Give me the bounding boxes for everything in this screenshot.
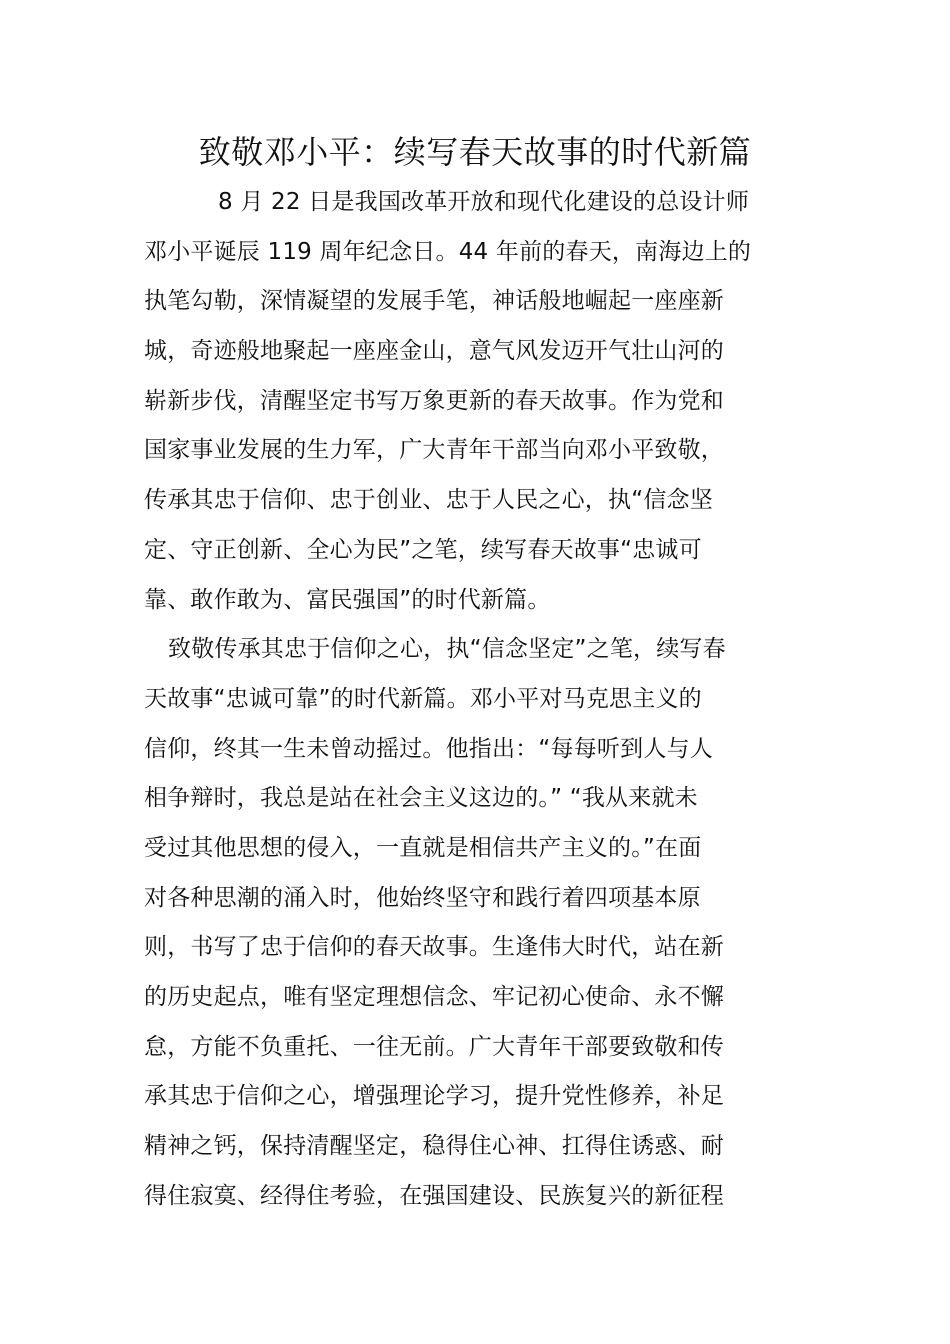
paragraph-line: 邓小平诞辰 119 周年纪念日。44 年前的春天，南海边上的 xyxy=(144,238,752,265)
paragraph-line: 精神之钙，保持清醒坚定，稳得住心神、扛得住诱惑、耐 xyxy=(144,1133,724,1160)
paragraph-line: 相争辩时，我总是站在社会主义这边的。” “我从来就未 xyxy=(144,785,698,812)
document-body xyxy=(144,178,810,1221)
paragraph-line: 致敬传承其忠于信仰之心，执“信念坚定”之笔，续写春 xyxy=(168,636,726,663)
paragraph-line: 的历史起点，唯有坚定理想信念、牢记初心使命、永不懈 xyxy=(144,984,724,1010)
paragraph-line: 受过其他思想的侵入，一直就是相信共产主义的。”在面 xyxy=(144,834,702,861)
paragraph-line: 定、守正创新、全心为民”之笔，续写春天故事“忠诚可 xyxy=(144,536,702,563)
paragraph-line: 8 月 22 日是我国改革开放和现代化建设的总设计师 xyxy=(218,189,750,215)
paragraph-line: 得住寂寞、经得住考验，在强国建设、民族复兴的新征程 xyxy=(144,1182,724,1209)
paragraph-line: 怠，方能不负重托、一往无前。广大青年干部要致敬和传 xyxy=(144,1033,724,1060)
paragraph-line: 城，奇迹般地聚起一座座金山，意气风发迈开气壮山河的 xyxy=(144,338,724,365)
paragraph-line: 信仰，终其一生未曾动摇过。他指出：“每每听到人与人 xyxy=(144,735,713,762)
paragraph-line: 承其忠于信仰之心，增强理论学习，提升党性修养，补足 xyxy=(144,1083,724,1110)
paragraph-line: 对各种思潮的涌入时，他始终坚守和践行着四项基本原 xyxy=(144,884,701,911)
paragraph-line: 天故事“忠诚可靠”的时代新篇。邓小平对马克思主义的 xyxy=(144,685,702,712)
paragraph-line: 国家事业发展的生力军，广大青年干部当向邓小平致敬， xyxy=(144,437,724,464)
document-title: 致敬邓小平：续写春天故事的时代新篇 xyxy=(198,133,752,171)
paragraph-line: 传承其忠于信仰、忠于创业、忠于人民之心，执“信念坚 xyxy=(144,487,713,514)
paragraph-line: 执笔勾勒，深情凝望的发展手笔，神话般地崛起一座座新 xyxy=(144,288,724,315)
paragraph-line: 则，书写了忠于信仰的春天故事。生逢伟大时代，站在新 xyxy=(144,934,724,961)
paragraph-line: 靠、敢作敢为、富民强国”的时代新篇。 xyxy=(144,586,551,613)
paragraph-line: 崭新步伐，清醒坚定书写万象更新的春天故事。作为党和 xyxy=(144,387,724,414)
